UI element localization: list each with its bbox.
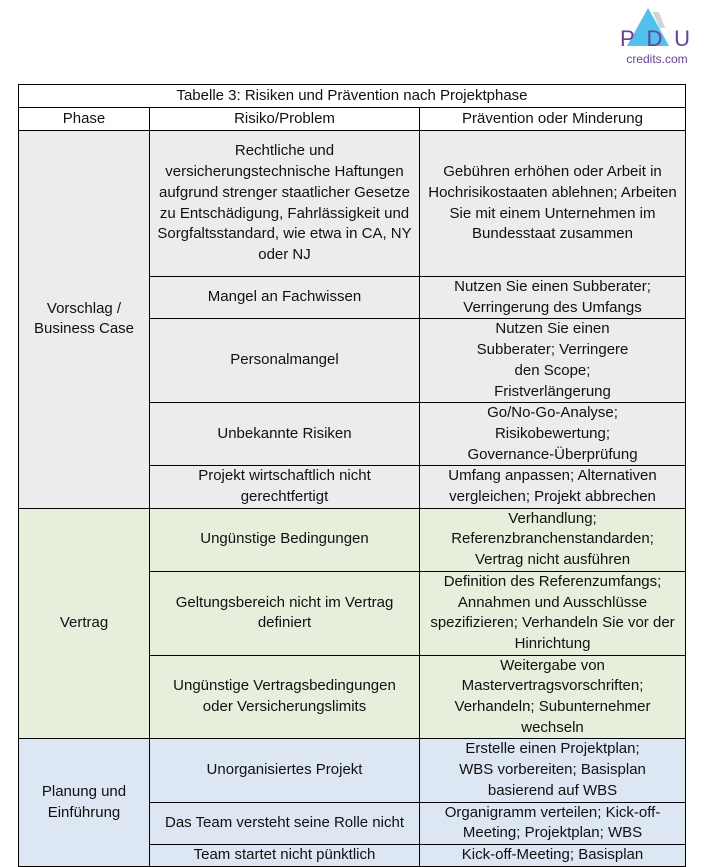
- header-risk: Risiko/Problem: [150, 108, 420, 131]
- phase-cell: Vertrag: [19, 508, 150, 739]
- prevention-cell: Nutzen Sie einen Subberater; Verringere den Scope; Fristverlängerung: [420, 319, 686, 403]
- risk-cell: Unorganisiertes Projekt: [150, 739, 420, 802]
- prevention-cell: Verhandlung; Referenzbranchenstandarden; Vertrag nicht ausführen: [420, 508, 686, 571]
- prevention-cell: Nutzen Sie einen Subberater; Verringerung des Umfangs: [420, 277, 686, 319]
- phase-cell: Planung und Einführung: [19, 739, 150, 866]
- phase-cell: Vorschlag / Business Case: [19, 131, 150, 509]
- prevention-cell: Weitergabe von Mastervertragsvorschriften; Verhandeln; Subunternehmer wechseln: [420, 655, 686, 739]
- prevention-cell: Organigramm verteilen; Kick-off-Meeting; Projektplan; WBS: [420, 802, 686, 844]
- prevention-cell: Go/No-Go-Analyse; Risikobewertung; Governance-Überprüfung: [420, 403, 686, 466]
- risk-cell: Rechtliche und versicherungstechnische Haftungen aufgrund strenger staatlicher Gesetze zu Entschädigung, Fahrlässigkeit und Sorgfaltsstandard, wie etwa in CA, NY oder NJ: [150, 131, 420, 277]
- prevention-cell: Kick-off-Meeting; Basisplan: [420, 844, 686, 866]
- risk-cell: Das Team versteht seine Rolle nicht: [150, 802, 420, 844]
- risk-cell: Geltungsbereich nicht im Vertrag definiert: [150, 571, 420, 655]
- risk-cell: Ungünstige Vertragsbedingungen oder Versicherungslimits: [150, 655, 420, 739]
- header-prevention: Prävention oder Minderung: [420, 108, 686, 131]
- risk-cell: Ungünstige Bedingungen: [150, 508, 420, 571]
- header-phase: Phase: [19, 108, 150, 131]
- risk-cell: Projekt wirtschaftlich nicht gerechtfertigt: [150, 466, 420, 508]
- pdu-credits-logo: [612, 6, 692, 68]
- logo-letter-u: U: [674, 26, 690, 51]
- prevention-cell: Definition des Referenzumfangs; Annahmen und Ausschlüsse spezifizieren; Verhandeln Sie vor der Hinrichtung: [420, 571, 686, 655]
- table-title: Tabelle 3: Risiken und Prävention nach Projektphase: [19, 85, 686, 108]
- table-row: [19, 739, 686, 802]
- risk-cell: Personalmangel: [150, 319, 420, 403]
- risk-cell: Team startet nicht pünktlich: [150, 844, 420, 866]
- logo-letter-p: P: [620, 26, 635, 51]
- table-row: [19, 131, 686, 277]
- prevention-cell: Gebühren erhöhen oder Arbeit in Hochrisikostaaten ablehnen; Arbeiten Sie mit einem Unternehmen im Bundesstaat zusammen: [420, 131, 686, 277]
- table-row: [19, 508, 686, 571]
- prevention-cell: Umfang anpassen; Alternativen vergleichen; Projekt abbrechen: [420, 466, 686, 508]
- logo-letter-d: D: [646, 26, 663, 51]
- prevention-cell: Erstelle einen Projektplan; WBS vorbereiten; Basisplan basierend auf WBS: [420, 739, 686, 802]
- logo-letters: [620, 28, 690, 50]
- risk-cell: Mangel an Fachwissen: [150, 277, 420, 319]
- risk-cell: Unbekannte Risiken: [150, 403, 420, 466]
- risk-prevention-table: [18, 84, 686, 867]
- logo-subtitle: credits.com: [626, 52, 688, 66]
